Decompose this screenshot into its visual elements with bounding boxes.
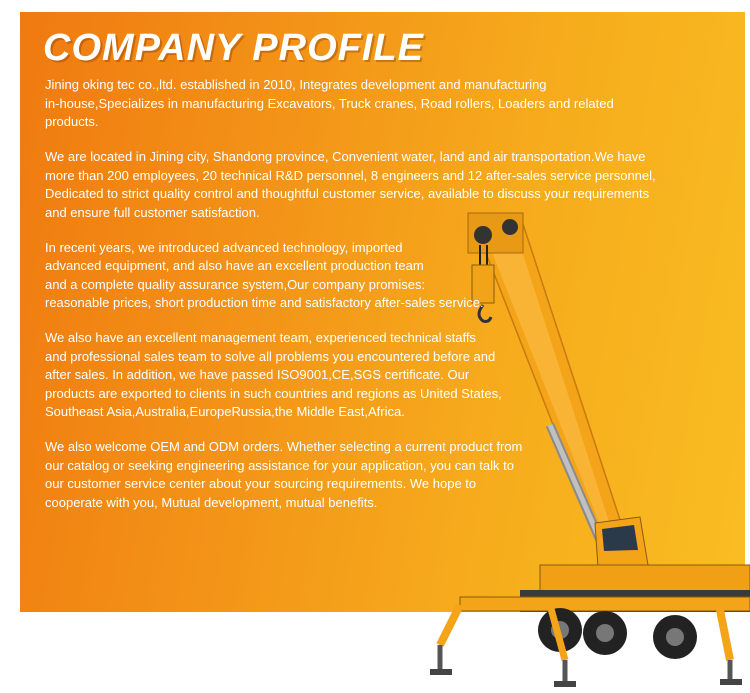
text-line: products. — [45, 114, 99, 129]
text-line: more than 200 employees, 20 technical R&D personnel, 8 engineers and 12 after-sales service personnel, — [45, 167, 656, 183]
text-line: our customer service center about your sourcing requirements. We hope to — [45, 476, 477, 491]
paragraph-oem-odm — [45, 438, 725, 512]
text-line: and a complete quality assurance system,Our company promises: — [45, 276, 426, 292]
text-line: our catalog or seeking engineering assistance for your application, you can talk to — [45, 457, 515, 473]
text-line: and ensure full customer satisfaction. — [45, 204, 260, 220]
paragraph-intro — [45, 76, 725, 132]
text-line: reasonable prices, short production time and satisfactory after-sales service. — [45, 295, 484, 310]
paragraph-technology — [45, 239, 725, 313]
paragraph-management — [45, 329, 725, 422]
text-line: In recent years, we introduced advanced technology, imported — [45, 239, 403, 255]
text-line: Dedicated to strict quality control and thoughtful customer service, available to discuss your requirements — [45, 186, 650, 201]
text-line: cooperate with you, Mutual development, mutual benefits. — [45, 494, 378, 510]
company-description — [45, 76, 725, 529]
text-line: Jining oking tec co.,ltd. established in 2010, Integrates development and manufacturing — [45, 77, 547, 92]
text-line: in-house,Specializes in manufacturing Excavators, Truck cranes, Road rollers, Loaders and related — [45, 95, 614, 111]
paragraph-location — [45, 148, 725, 222]
text-line: products are exported to clients in such countries and regions as United States, — [45, 385, 502, 401]
text-line: Southeast Asia,Australia,EuropeRussia,the Middle East,Africa. — [45, 404, 405, 419]
text-line: We are located in Jining city, Shandong province, Convenient water, land and air transportation.We have — [45, 149, 646, 164]
text-line: We also welcome OEM and ODM orders. Whether selecting a current product from — [45, 439, 523, 454]
text-line: and professional sales team to solve all problems you encountered before and — [45, 348, 496, 364]
text-line: after sales. In addition, we have passed ISO9001,CE,SGS certificate. Our — [45, 367, 470, 382]
text-line: advanced equipment, and also have an excellent production team — [45, 258, 424, 273]
page-title: COMPANY PROFILE — [43, 27, 424, 69]
text-line: We also have an excellent management team, experienced technical staffs — [45, 330, 476, 345]
